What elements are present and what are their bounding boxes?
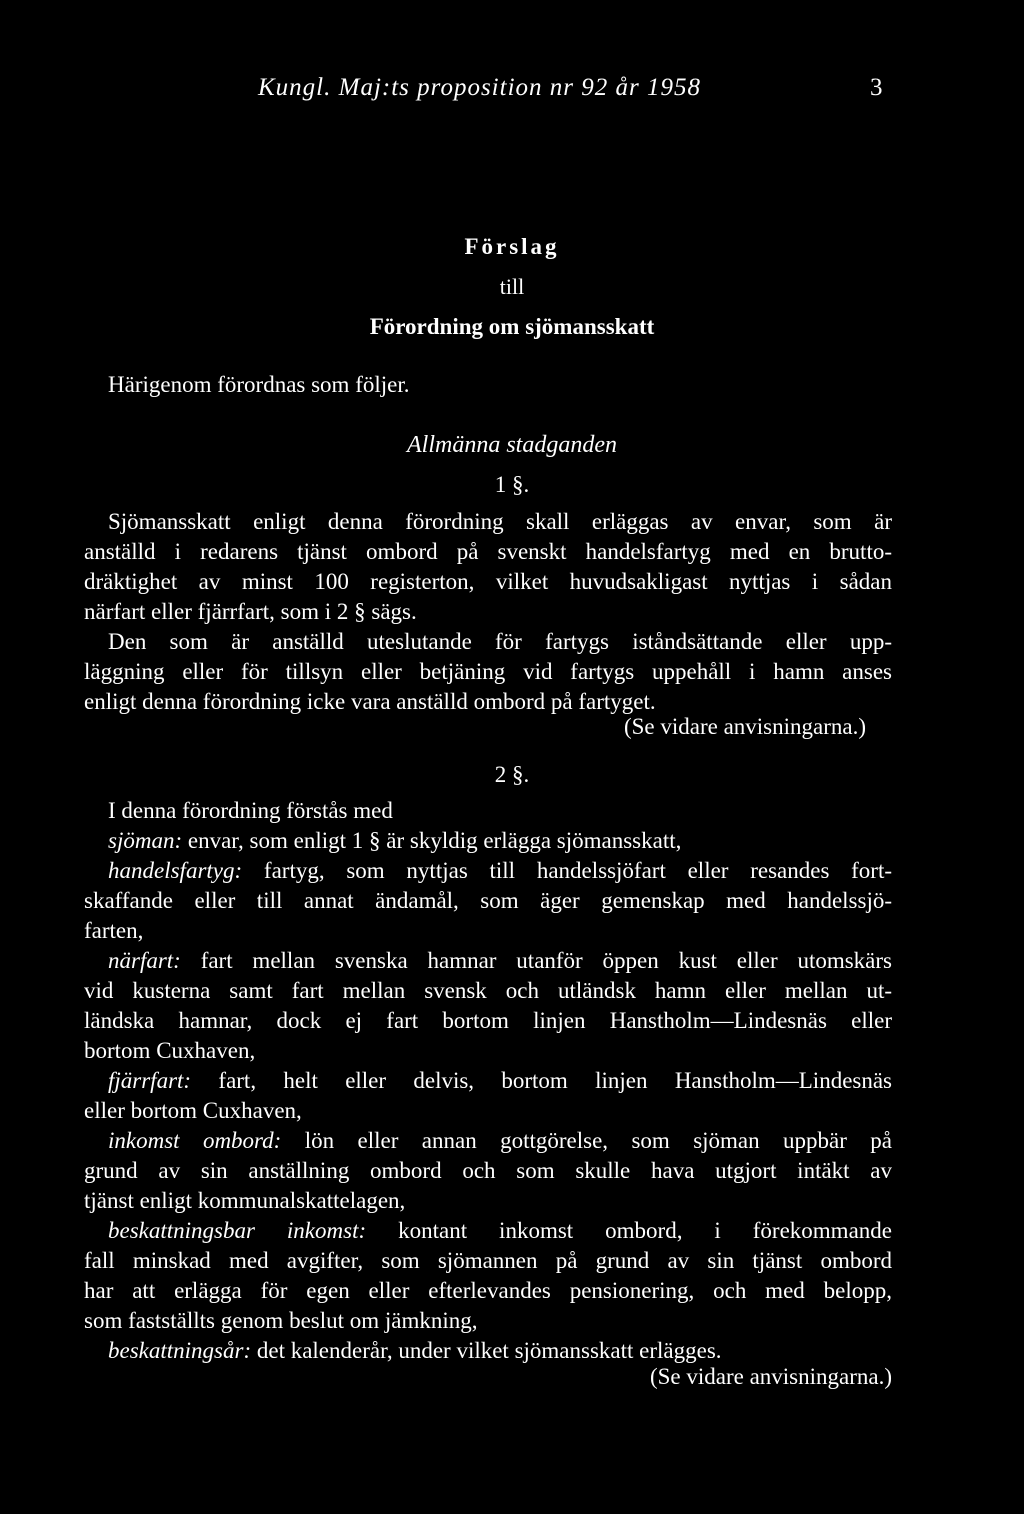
s2-def-line: farten, bbox=[84, 918, 144, 943]
s2-def-line: som fastställts genom beslut om jämkning, bbox=[84, 1308, 478, 1333]
definition-text: fart mellan svenska hamnar utanför öppen kust eller utomskärs bbox=[200, 948, 893, 973]
s2-def-line: har att erlägga för egen eller efterlevandes pensionering, och med belopp, bbox=[84, 1278, 892, 1303]
s2-def-sjoman bbox=[108, 826, 681, 856]
s1-p1-line: dräktighet av minst 100 registerton, vilket huvudsakligast nyttjas i sådan bbox=[84, 569, 892, 594]
s1-note: (Se vidare anvisningarna.) bbox=[623, 714, 866, 739]
s2-def-line: grund av sin anställning ombord och som skulle hava utgjort intäkt av bbox=[84, 1158, 892, 1183]
s2-def-line: ländska hamnar, dock ej fart bortom linjen Hanstholm—Lindesnäs eller bbox=[84, 1008, 892, 1033]
term: beskattningsår: bbox=[108, 1338, 252, 1363]
proposal-title: Förslag bbox=[464, 234, 560, 259]
term: närfart: bbox=[108, 948, 181, 973]
s2-def-line: tjänst enligt kommunalskattelagen, bbox=[84, 1188, 406, 1213]
term: inkomst ombord: bbox=[108, 1128, 282, 1153]
s2-def-line: skaffande eller till annat ändamål, som äger gemenskap med handelssjö- bbox=[84, 888, 892, 913]
s2-def-fjarrfart bbox=[108, 1066, 892, 1096]
s1-p1-line: Sjömansskatt enligt denna förordning skall erläggas av envar, som är bbox=[108, 509, 892, 534]
s2-lead: I denna förordning förstås med bbox=[108, 798, 393, 823]
definition-text: kontant inkomst ombord, i förekommande bbox=[398, 1218, 892, 1243]
s2-def-line: vid kusterna samt fart mellan svensk och utländsk hamn eller mellan ut- bbox=[84, 978, 892, 1003]
section-1-number: 1 §. bbox=[494, 472, 530, 497]
s2-def-handelsfartyg bbox=[108, 856, 892, 886]
s2-def-beskattningsbar-inkomst bbox=[108, 1216, 892, 1246]
s2-def-inkomst-ombord bbox=[108, 1126, 892, 1156]
page-number: 3 bbox=[870, 74, 883, 101]
definition-text: envar, som enligt 1 § är skyldig erlägga sjömansskatt, bbox=[187, 828, 682, 853]
s2-def-narfart bbox=[108, 946, 892, 976]
term: sjöman: bbox=[108, 828, 183, 853]
intro-text: Härigenom förordnas som följer. bbox=[108, 372, 410, 397]
definition-text: lön eller annan gottgörelse, som sjöman uppbär på bbox=[304, 1128, 893, 1153]
ordinance-title: Förordning om sjömansskatt bbox=[369, 314, 655, 339]
s1-p1-line: närfart eller fjärrfart, som i 2 § sägs. bbox=[84, 599, 417, 624]
s2-def-line: eller bortom Cuxhaven, bbox=[84, 1098, 302, 1123]
s1-p2-line: Den som är anställd uteslutande för fartygs iståndsättande eller upp- bbox=[108, 629, 892, 654]
page-header-title: Kungl. Maj:ts proposition nr 92 år 1958 bbox=[258, 74, 701, 101]
s2-def-line: bortom Cuxhaven, bbox=[84, 1038, 256, 1063]
section-heading: Allmänna stadganden bbox=[407, 432, 617, 458]
definition-text: fartyg, som nyttjas till handelssjöfart eller resandes fort- bbox=[263, 858, 893, 883]
s2-def-line: fall minskad med avgifter, som sjömannen på grund av sin tjänst ombord bbox=[84, 1248, 892, 1273]
s1-p2-line: läggning eller för tillsyn eller betjäning vid fartygs uppehåll i hamn anses bbox=[84, 659, 892, 684]
term: handelsfartyg: bbox=[108, 858, 243, 883]
definition-text: det kalenderår, under vilket sjömansskatt erlägges. bbox=[256, 1338, 722, 1363]
s2-note: (Se vidare anvisningarna.) bbox=[649, 1364, 892, 1389]
definition-text: fart, helt eller delvis, bortom linjen Hanstholm—Lindesnäs bbox=[218, 1068, 893, 1093]
term: fjärrfart: bbox=[108, 1068, 192, 1093]
s1-p1-line: anställd i redarens tjänst ombord på svenskt handelsfartyg med en brutto- bbox=[84, 539, 892, 564]
section-2-number: 2 §. bbox=[494, 762, 530, 787]
term: beskattningsbar inkomst: bbox=[108, 1218, 367, 1243]
s2-def-beskattningsar bbox=[108, 1336, 722, 1366]
proposal-title-connector: till bbox=[499, 274, 525, 299]
s1-p2-line: enligt denna förordning icke vara anställd ombord på fartyget. bbox=[84, 689, 656, 714]
